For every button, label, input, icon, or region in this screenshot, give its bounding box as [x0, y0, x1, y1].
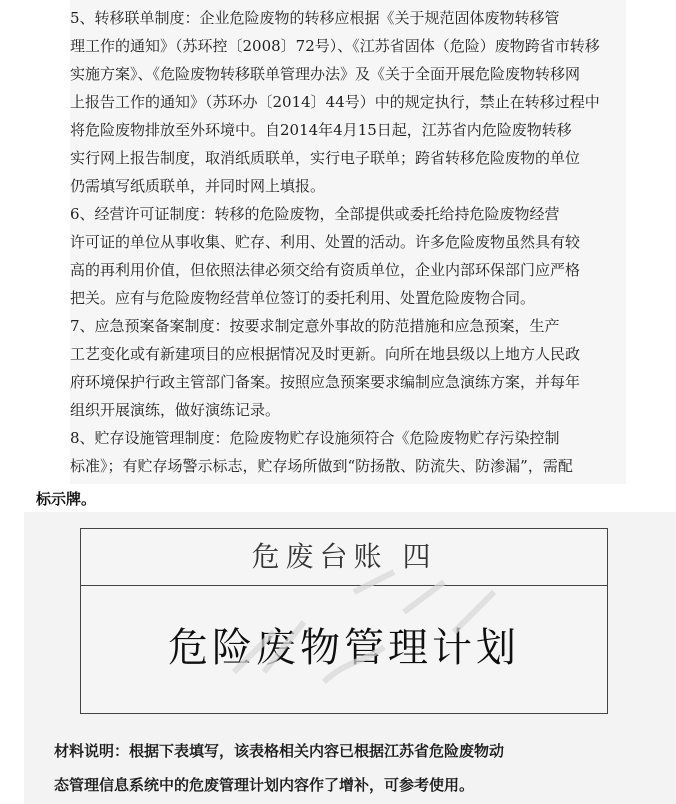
ledger-cover-box	[80, 528, 608, 714]
text-line: 8、贮存设施管理制度：危险废物贮存设施须符合《危险废物贮存污染控制	[70, 429, 560, 447]
section-8-tail-text: 标示牌。	[36, 490, 97, 508]
text-line: 组织开展演练，做好演练记录。	[70, 401, 281, 419]
text-line: 将危险废物排放至外环境中。自2014年4月15日起，江苏省内危险废物转移	[70, 121, 572, 139]
text-line: 府环境保护行政主管部门备案。按照应急预案要求编制应急演练方案，并每年	[70, 373, 581, 391]
scanned-document-page	[70, 0, 626, 484]
text-line: 工艺变化或有新建项目的应根据情况及时更新。向所在地县级以上地方人民政	[70, 345, 581, 363]
text-line: 实行网上报告制度，取消纸质联单，实行电子联单；跨省转移危险废物的单位	[70, 149, 581, 167]
text-line: 上报告工作的通知》（苏环办〔2014〕44号）中的规定执行，禁止在转移过程中	[70, 93, 600, 111]
text-line: 5、转移联单制度：企业危险废物的转移应根据《关于规范固体废物转移管	[70, 9, 560, 27]
text-line: 理工作的通知》（苏环控〔2008〕72号）、《江苏省固体（危险）废物跨省市转移	[70, 37, 600, 55]
section-6-license	[70, 200, 626, 312]
ledger-heading: 危废台账 四	[81, 529, 607, 586]
text-line: 实施方案》、《危险废物转移联单管理办法》及《关于全面开展危险废物转移网	[70, 65, 581, 83]
section-7-emergency-plan	[70, 312, 626, 424]
note-line: 态管理信息系统中的危废管理计划内容作了增补，可参考使用。	[54, 776, 475, 794]
ledger-title: 危险废物管理计划	[168, 625, 520, 671]
text-line: 标准》；有贮存场警示标志，贮存场所做到“防扬散、防流失、防渗漏”，需配	[70, 457, 573, 475]
material-note	[54, 734, 654, 802]
section-5-transfer-manifest	[70, 4, 626, 200]
text-line: 高的再利用价值，但依照法律必须交给有资质单位，企业内部环保部门应严格	[70, 261, 581, 279]
section-8-storage	[70, 424, 626, 480]
ledger-image-panel	[24, 512, 676, 804]
text-line: 7、应急预案备案制度：按要求制定意外事故的防范措施和应急预案，生产	[70, 317, 560, 335]
text-line: 把关。应有与危险废物经营单位签订的委托利用、处置危险废物合同。	[70, 289, 536, 307]
text-line: 6、经营许可证制度：转移的危险废物，全部提供或委托给持危险废物经营	[70, 205, 560, 223]
text-line: 许可证的单位从事收集、贮存、利用、处置的活动。许多危险废物虽然具有较	[70, 233, 581, 251]
text-line: 仍需填写纸质联单，并同时网上填报。	[70, 177, 326, 195]
note-line: 材料说明：根据下表填写，该表格相关内容已根据江苏省危险废物动	[54, 742, 505, 760]
